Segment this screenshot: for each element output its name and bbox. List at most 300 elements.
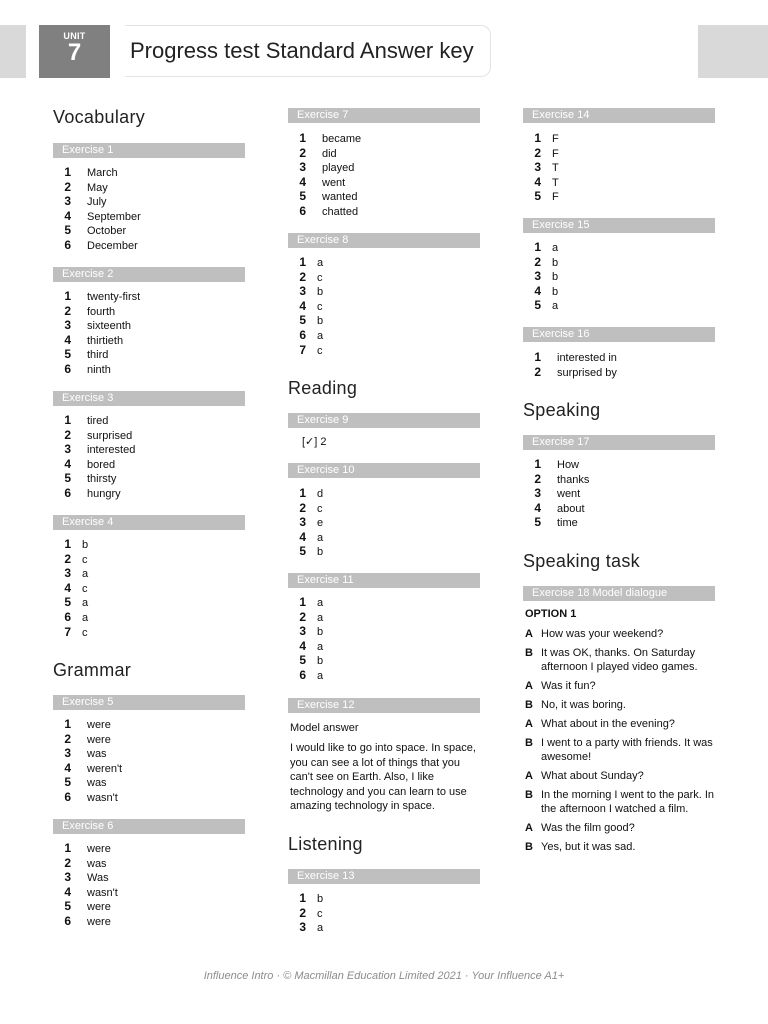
exercise-header: Exercise 10: [288, 463, 480, 478]
exercise-9-answer: [✓] 2: [302, 436, 327, 448]
answer-item: [523, 160, 559, 175]
answer-item: [288, 328, 323, 343]
answer-item: [523, 175, 559, 190]
answer-item: [53, 442, 135, 457]
page-title: Progress test Standard Answer key: [130, 38, 474, 63]
answer-text: b: [317, 655, 324, 668]
answer-number: 2: [299, 609, 306, 624]
answer-number: 4: [64, 580, 71, 595]
answer-text: a: [317, 669, 324, 682]
answer-text: wanted: [322, 191, 358, 204]
answer-text: interested: [87, 444, 136, 457]
answer-number: 2: [64, 731, 71, 746]
unit-label: UNIT: [63, 31, 86, 41]
answer-text: F: [552, 147, 559, 160]
answer-number: 2: [534, 145, 541, 160]
answer-item: [53, 841, 118, 856]
exercise-header: Exercise 16: [523, 327, 715, 342]
dialogue-speaker: A: [525, 822, 533, 834]
answer-number: 5: [534, 189, 541, 204]
answer-text: c: [317, 271, 323, 284]
exercise-header: Exercise 18 Model dialogue: [523, 586, 715, 601]
answer-item: [53, 347, 140, 362]
answer-text: b: [82, 539, 89, 551]
answer-text: c: [317, 344, 323, 357]
answer-text: were: [87, 901, 111, 914]
answer-number: 6: [299, 327, 306, 342]
dialogue-speaker: A: [525, 770, 533, 782]
exercise-header: Exercise 11: [288, 573, 480, 588]
answer-number: 6: [64, 789, 71, 804]
model-answer-text: I would like to go into space. In space, you can see a lot of things that you can't see on Earth. Also, I like technology and you can learn to use amazing technology in space.: [290, 742, 476, 812]
answer-number: 1: [299, 255, 306, 269]
answer-item: [288, 313, 323, 328]
answer-number: 3: [299, 284, 306, 299]
answer-item: [523, 457, 589, 472]
answer-number: 3: [534, 160, 541, 175]
answer-number: 5: [64, 223, 71, 238]
answer-text: became: [322, 133, 362, 145]
answer-number: 4: [299, 298, 306, 313]
answer-list: [53, 289, 140, 377]
answer-number: 4: [534, 283, 541, 298]
answer-text: was: [87, 857, 107, 870]
answer-text: b: [317, 286, 324, 299]
answer-text: December: [87, 239, 138, 252]
answer-item: [523, 131, 559, 146]
answer-number: 3: [534, 486, 541, 501]
dialogue-text: What about in the evening?: [541, 718, 675, 730]
answer-number: 2: [299, 500, 306, 515]
answer-number: 1: [64, 537, 71, 551]
exercise-header: Exercise 15: [523, 218, 715, 233]
answer-text: a: [317, 329, 324, 342]
answer-number: 1: [64, 165, 71, 179]
answer-item: [523, 350, 617, 365]
answer-number: 2: [64, 427, 71, 442]
answer-number: 1: [299, 486, 306, 500]
dialogue-text: Was it fun?: [541, 680, 596, 692]
answer-text: a: [552, 242, 559, 254]
answer-item: [288, 343, 323, 358]
answer-number: 2: [299, 145, 306, 160]
answer-text: c: [82, 582, 88, 595]
model-answer-label: Model answer: [290, 722, 359, 734]
section-title-speaking: Speaking: [523, 400, 601, 420]
answer-item: [53, 552, 88, 567]
dialogue-line: [525, 646, 720, 674]
answer-text: was: [87, 777, 107, 790]
answer-number: 3: [64, 870, 71, 885]
answer-item: [53, 746, 122, 761]
answer-item: [523, 269, 558, 284]
answer-item: [53, 761, 122, 776]
exercise-header: Exercise 4: [53, 515, 245, 530]
answer-number: 7: [64, 624, 71, 639]
answer-list: [288, 255, 323, 357]
answer-text: fourth: [87, 305, 116, 318]
answer-item: [288, 515, 323, 530]
answer-item: [288, 160, 361, 175]
answer-number: 5: [299, 653, 306, 668]
answer-text: did: [322, 147, 337, 160]
dialogue-text: What about Sunday?: [541, 770, 644, 782]
answer-number: 6: [64, 361, 71, 376]
dialogue-text: Yes, but it was sad.: [541, 841, 636, 853]
answer-number: 3: [534, 269, 541, 284]
answer-text: T: [552, 176, 559, 189]
answer-item: [288, 530, 323, 545]
answer-item: [53, 333, 140, 348]
answer-text: a: [552, 300, 559, 313]
answer-text: October: [87, 225, 127, 238]
answer-text: a: [82, 611, 89, 624]
answer-number: 5: [299, 313, 306, 328]
answer-text: a: [317, 640, 324, 653]
answer-item: [523, 284, 558, 299]
answer-number: 4: [299, 529, 306, 544]
dialogue-line: [525, 769, 720, 783]
answer-number: 5: [64, 471, 71, 486]
dialogue-line: [525, 698, 720, 712]
dialogue-speaker: A: [525, 680, 533, 692]
answer-item: [53, 362, 140, 377]
answer-number: 1: [534, 350, 541, 364]
answer-number: 6: [299, 667, 306, 682]
answer-number: 4: [64, 208, 71, 223]
answer-number: 6: [299, 203, 306, 218]
answer-item: [53, 223, 141, 238]
answer-number: 1: [299, 595, 306, 609]
answer-text: b: [317, 546, 324, 559]
answer-number: 1: [534, 240, 541, 254]
answer-item: [523, 515, 589, 530]
answer-item: [53, 610, 88, 625]
answer-item: [53, 165, 141, 180]
answer-text: chatted: [322, 205, 359, 218]
answer-item: [523, 486, 589, 501]
answer-text: a: [82, 568, 89, 581]
answer-number: 3: [299, 515, 306, 530]
answer-text: about: [557, 502, 585, 515]
answer-text: was: [87, 748, 107, 761]
answer-item: [523, 146, 559, 161]
answer-text: a: [317, 531, 324, 544]
answer-text: c: [317, 502, 323, 515]
answer-item: [53, 581, 88, 596]
exercise-header: Exercise 7: [288, 108, 480, 123]
answer-number: 4: [534, 500, 541, 515]
answer-item: [53, 625, 88, 640]
answer-item: [53, 457, 135, 472]
answer-number: 3: [64, 566, 71, 581]
answer-text: b: [552, 285, 559, 298]
answer-text: T: [552, 162, 559, 175]
answer-item: [288, 624, 323, 639]
exercise-header: Exercise 6: [53, 819, 245, 834]
answer-item: [53, 428, 135, 443]
answer-text: F: [552, 191, 559, 204]
answer-text: were: [87, 733, 111, 746]
answer-text: a: [317, 597, 324, 609]
answer-number: 1: [299, 891, 306, 905]
answer-text: c: [82, 553, 88, 566]
answer-item: [288, 595, 323, 610]
answer-number: 3: [299, 160, 306, 175]
answer-item: [53, 899, 118, 914]
answer-item: [288, 131, 361, 146]
answer-number: 3: [64, 194, 71, 209]
unit-badge: [39, 25, 110, 78]
answer-text: a: [317, 922, 324, 935]
answer-text: time: [557, 517, 578, 530]
section-title-reading: Reading: [288, 378, 358, 398]
answer-text: tired: [87, 415, 109, 427]
answer-list: [288, 595, 323, 683]
dialogue-line: [525, 821, 720, 835]
answer-text: b: [552, 256, 559, 269]
answer-item: [53, 885, 118, 900]
dialogue-speaker: B: [525, 699, 533, 711]
model-dialogue: [525, 627, 720, 859]
answer-text: c: [317, 907, 323, 920]
answer-list: [53, 413, 135, 501]
exercise-header: Exercise 9: [288, 413, 480, 428]
answer-text: twenty-first: [87, 291, 141, 303]
answer-number: 4: [299, 174, 306, 189]
answer-item: [523, 255, 558, 270]
answer-text: bored: [87, 458, 116, 471]
answer-text: c: [82, 626, 88, 639]
dialogue-line: [525, 788, 720, 816]
answer-text: e: [317, 517, 324, 530]
answer-number: 1: [299, 131, 306, 145]
answer-number: 2: [64, 303, 71, 318]
answer-item: [288, 920, 323, 935]
answer-text: sixteenth: [87, 320, 132, 333]
dialogue-speaker: A: [525, 628, 533, 640]
dialogue-line: [525, 840, 720, 854]
answer-number: 2: [299, 905, 306, 920]
answer-number: 3: [64, 318, 71, 333]
answer-item: [288, 299, 323, 314]
answer-item: [53, 566, 88, 581]
answer-number: 5: [64, 595, 71, 610]
answer-number: 2: [64, 179, 71, 194]
answer-item: [288, 610, 323, 625]
answer-text: b: [317, 626, 324, 639]
answer-text: May: [87, 181, 108, 194]
answer-number: 5: [299, 189, 306, 204]
answer-list: [523, 457, 589, 530]
dialogue-speaker: A: [525, 718, 533, 730]
answer-item: [53, 180, 141, 195]
answer-number: 3: [299, 624, 306, 639]
answer-list: [53, 165, 141, 253]
answer-number: 4: [299, 638, 306, 653]
answer-text: a: [82, 597, 89, 610]
answer-number: 2: [534, 254, 541, 269]
dialogue-speaker: B: [525, 737, 533, 749]
answer-text: b: [552, 271, 559, 284]
answer-item: [53, 732, 122, 747]
answer-number: 5: [64, 775, 71, 790]
answer-list: [288, 131, 361, 219]
answer-item: [53, 318, 140, 333]
answer-text: interested in: [557, 352, 617, 364]
answer-item: [288, 906, 323, 921]
dialogue-text: Was the film good?: [541, 822, 635, 834]
section-title-grammar: Grammar: [53, 660, 132, 680]
answer-text: ninth: [87, 363, 111, 376]
answer-item: [523, 472, 589, 487]
exercise-header: Exercise 12: [288, 698, 480, 713]
answer-text: thanks: [557, 473, 590, 486]
dialogue-line: [525, 627, 720, 641]
answer-item: [53, 537, 88, 552]
section-title-speaking-task: Speaking task: [523, 551, 640, 571]
answer-text: F: [552, 133, 559, 145]
exercise-header: Exercise 3: [53, 391, 245, 406]
exercise-header: Exercise 1: [53, 143, 245, 158]
answer-text: b: [317, 893, 324, 905]
answer-number: 2: [64, 855, 71, 870]
answer-number: 2: [534, 471, 541, 486]
answer-item: [288, 653, 323, 668]
answer-text: wasn't: [87, 791, 118, 804]
answer-number: 7: [299, 342, 306, 357]
answer-item: [523, 365, 617, 380]
answer-text: March: [87, 167, 118, 179]
answer-list: [53, 717, 122, 805]
dialogue-speaker: B: [525, 841, 533, 853]
answer-text: c: [317, 300, 323, 313]
answer-number: 2: [299, 269, 306, 284]
answer-text: were: [87, 719, 111, 731]
answer-number: 6: [64, 237, 71, 252]
dialogue-text: I went to a party with friends. It was awesome!: [541, 737, 713, 763]
answer-text: thirsty: [87, 473, 117, 486]
dialogue-line: [525, 736, 720, 764]
answer-number: 4: [64, 760, 71, 775]
answer-item: [53, 790, 122, 805]
answer-number: 1: [534, 131, 541, 145]
answer-number: 4: [64, 332, 71, 347]
answer-text: Was: [87, 872, 109, 885]
dialogue-line: [525, 679, 720, 693]
answer-list: [523, 240, 558, 313]
answer-number: 5: [299, 544, 306, 559]
answer-text: d: [317, 488, 324, 500]
answer-list: [523, 131, 559, 204]
dialogue-speaker: B: [525, 789, 533, 801]
answer-number: 6: [64, 913, 71, 928]
dialogue-line: [525, 717, 720, 731]
answer-item: [53, 304, 140, 319]
header-left-bar: [0, 25, 26, 78]
answer-item: [288, 270, 323, 285]
option-label: OPTION 1: [525, 608, 577, 620]
answer-item: [53, 471, 135, 486]
answer-item: [53, 289, 140, 304]
answer-number: 2: [64, 551, 71, 566]
exercise-header: Exercise 14: [523, 108, 715, 123]
answer-number: 2: [534, 364, 541, 379]
answer-number: 1: [64, 717, 71, 731]
answer-number: 5: [534, 515, 541, 530]
answer-text: played: [322, 162, 355, 175]
section-title-vocabulary: Vocabulary: [53, 107, 146, 127]
answer-item: [53, 595, 88, 610]
answer-number: 4: [64, 884, 71, 899]
answer-text: were: [87, 843, 111, 855]
answer-list: [288, 891, 323, 935]
answer-text: surprised: [87, 429, 133, 442]
title-box: [125, 25, 491, 77]
answer-item: [288, 255, 323, 270]
exercise-header: Exercise 5: [53, 695, 245, 710]
answer-item: [288, 486, 323, 501]
answer-text: surprised by: [557, 366, 617, 379]
answer-number: 6: [64, 485, 71, 500]
answer-item: [523, 189, 559, 204]
dialogue-text: It was OK, thanks. On Saturday afternoon I played video games.: [541, 647, 698, 673]
exercise-header: Exercise 13: [288, 869, 480, 884]
answer-number: 5: [64, 347, 71, 362]
answer-item: [53, 194, 141, 209]
answer-item: [288, 204, 361, 219]
answer-number: 3: [64, 746, 71, 761]
unit-number: 7: [67, 39, 82, 66]
answer-text: third: [87, 349, 109, 362]
answer-text: How: [557, 459, 580, 471]
answer-text: were: [87, 915, 111, 928]
answer-number: 1: [64, 413, 71, 427]
answer-item: [53, 914, 118, 929]
dialogue-text: How was your weekend?: [541, 628, 664, 640]
answer-item: [53, 856, 118, 871]
exercise-header: Exercise 2: [53, 267, 245, 282]
answer-item: [288, 501, 323, 516]
page-footer: Influence Intro · © Macmillan Education Limited 2021 · Your Influence A1+: [203, 970, 565, 982]
answer-list: [523, 350, 617, 379]
answer-number: 5: [534, 298, 541, 313]
answer-text: went: [322, 176, 346, 189]
answer-list: [53, 537, 88, 639]
exercise-header: Exercise 8: [288, 233, 480, 248]
header-right-bar: [698, 25, 768, 78]
answer-text: went: [557, 488, 581, 501]
answer-number: 4: [534, 174, 541, 189]
dialogue-text: In the morning I went to the park. In the afternoon I watched a film.: [541, 789, 715, 815]
answer-item: [288, 668, 323, 683]
answer-item: [53, 486, 135, 501]
dialogue-text: No, it was boring.: [541, 699, 626, 711]
answer-item: [288, 284, 323, 299]
answer-number: 1: [64, 289, 71, 303]
answer-text: a: [317, 257, 324, 269]
answer-number: 5: [64, 899, 71, 914]
answer-text: thirtieth: [87, 334, 124, 347]
answer-item: [288, 639, 323, 654]
answer-number: 4: [64, 456, 71, 471]
answer-item: [53, 717, 122, 732]
answer-text: b: [317, 315, 324, 328]
answer-item: [523, 298, 558, 313]
answer-number: 1: [534, 457, 541, 471]
answer-item: [53, 209, 141, 224]
answer-number: 3: [64, 442, 71, 457]
